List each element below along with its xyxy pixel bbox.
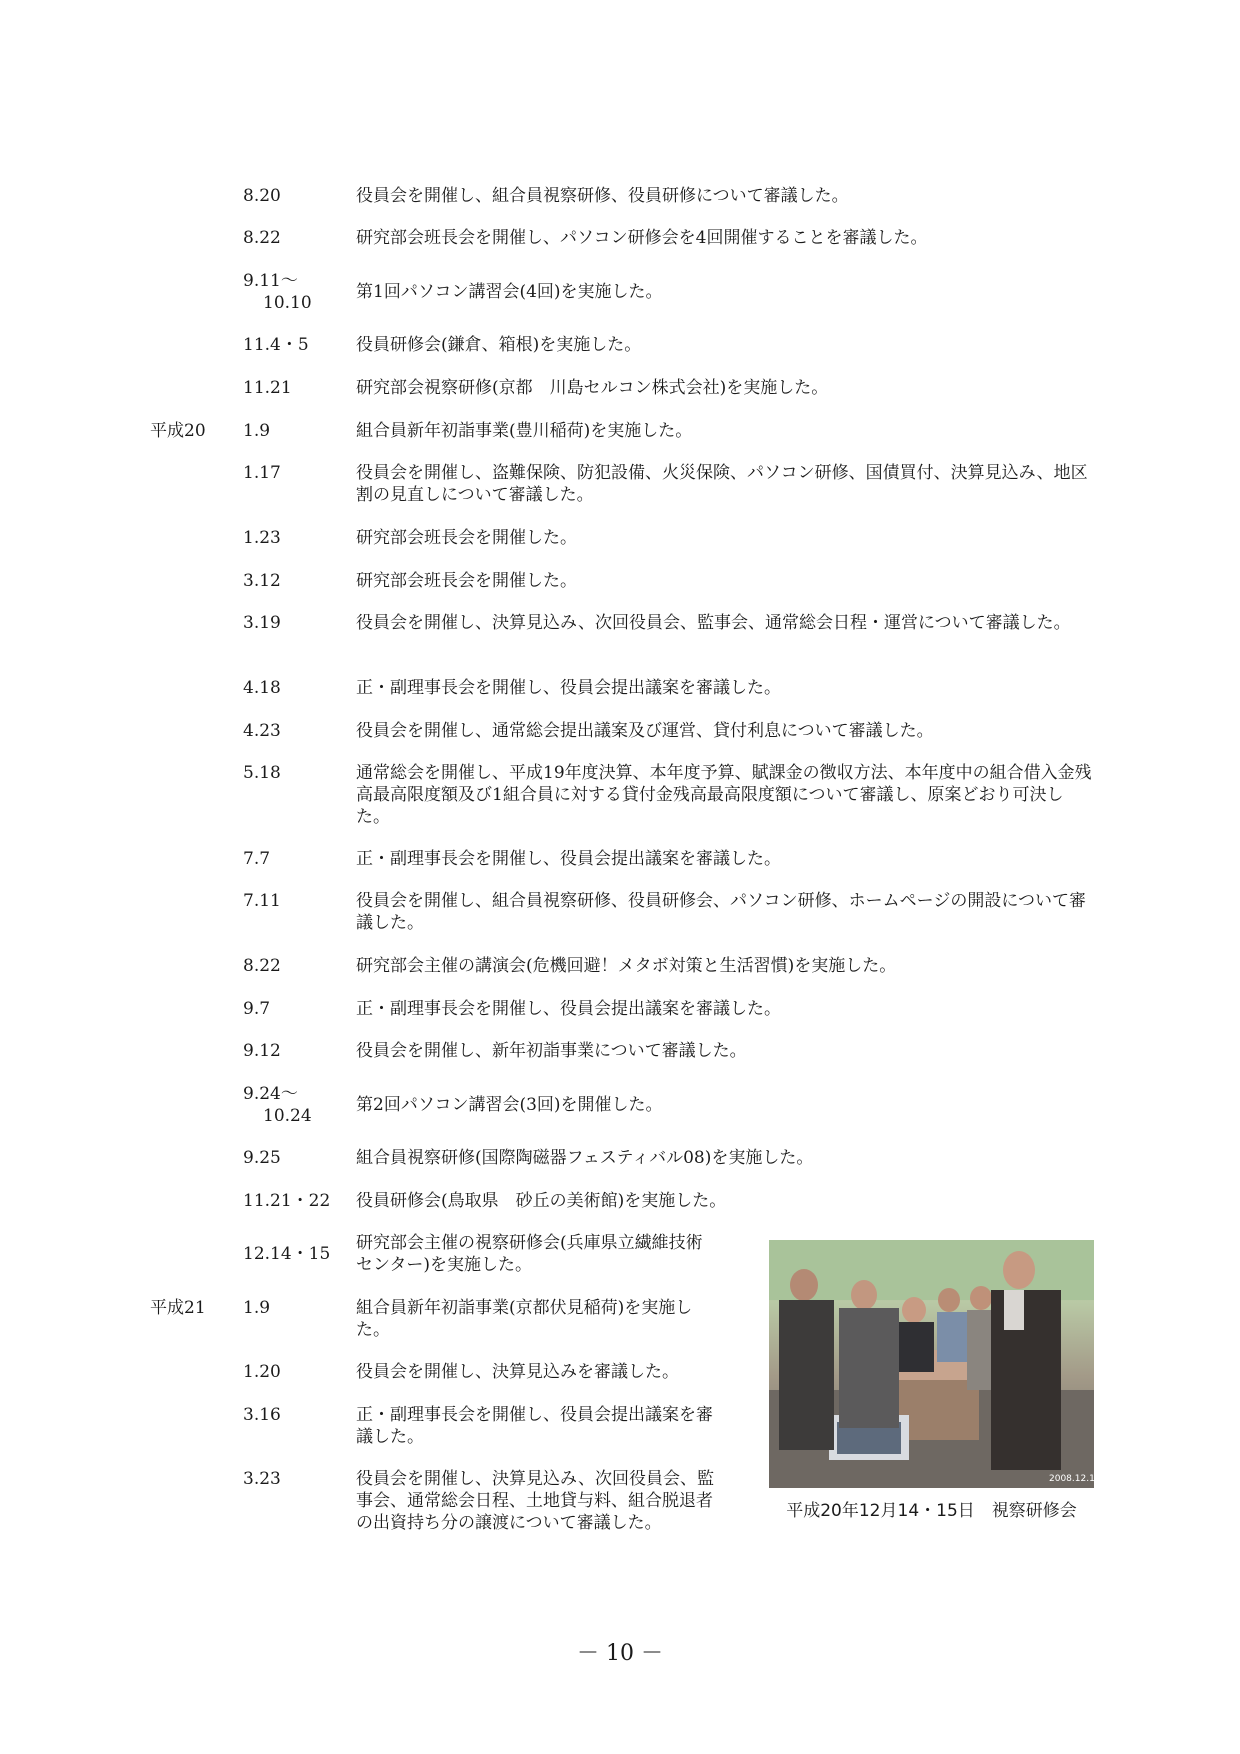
entry-date: 3.16 [243, 1405, 281, 1425]
entry-date: 1.9 [243, 1298, 271, 1318]
entry-date: 3.12 [243, 571, 281, 591]
entry-text: 組合員新年初詣事業(京都伏見稲荷)を実施した。 [356, 1298, 693, 1340]
entry-date: 9.12 [243, 1041, 281, 1061]
entry-text: 正・副理事長会を開催し、役員会提出議案を審議した。 [356, 849, 781, 869]
entry-date: 4.18 [243, 678, 281, 698]
entry-date: 11.4・5 [243, 335, 309, 355]
entry-text: 役員会を開催し、通常総会提出議案及び運営、貸付利息について審議した。 [356, 721, 934, 741]
entry-date: 3.23 [243, 1469, 281, 1489]
entry-text: 役員研修会(鳥取県 砂丘の美術館)を実施した。 [356, 1191, 727, 1211]
entry-date: 3.19 [243, 613, 281, 633]
entry-text: 正・副理事長会を開催し、役員会提出議案を審議した。 [356, 999, 781, 1019]
entry-text: 第1回パソコン講習会(4回)を実施した。 [356, 282, 663, 302]
photo-caption: 平成20年12月14・15日 視察研修会 [786, 1501, 1077, 1521]
page-number: － 10 － [577, 1641, 663, 1666]
entry-text: 役員会を開催し、決算見込み、次回役員会、監事会、通常総会日程、土地貸与料、組合脱退者の出資持ち分の譲渡について審議した。 [356, 1469, 715, 1533]
entry-date: 11.21 [243, 378, 292, 398]
entry-text: 役員会を開催し、組合員視察研修、役員研修について審議した。 [356, 186, 849, 206]
entry-date: 9.24〜 10.24 [243, 1084, 312, 1126]
entry-date: 7.11 [243, 891, 281, 911]
entry-date: 11.21・22 [243, 1191, 331, 1211]
entry-date: 8.22 [243, 956, 281, 976]
entry-text: 役員会を開催し、盗難保険、防犯設備、火災保険、パソコン研修、国債買付、決算見込み、地区割の見直しについて審議した。 [356, 463, 1088, 505]
entry-date: 9.11〜 10.10 [243, 271, 312, 313]
entry-text: 組合員新年初詣事業(豊川稲荷)を実施した。 [356, 421, 693, 441]
entry-text: 組合員視察研修(国際陶磁器フェスティバル08)を実施した。 [356, 1148, 814, 1168]
entry-text: 役員会を開催し、決算見込みを審議した。 [356, 1362, 679, 1382]
entry-text: 正・副理事長会を開催し、役員会提出議案を審議した。 [356, 678, 781, 698]
entry-text: 役員会を開催し、新年初詣事業について審議した。 [356, 1041, 747, 1061]
training-photo [769, 1240, 1101, 1488]
entry-text: 研究部会視察研修(京都 川島セルコン株式会社)を実施した。 [356, 378, 829, 398]
entry-text: 研究部会班長会を開催し、パソコン研修会を4回開催することを審議した。 [356, 228, 928, 248]
entry-text: 研究部会主催の講演会(危機回避！メタボ対策と生活習慣)を実施した。 [356, 956, 897, 976]
era-label: 平成21 [150, 1298, 206, 1318]
entry-text: 研究部会班長会を開催した。 [356, 528, 577, 548]
entry-date: 8.22 [243, 228, 281, 248]
entry-date: 7.7 [243, 849, 271, 869]
entry-text: 研究部会班長会を開催した。 [356, 571, 577, 591]
entry-text: 第2回パソコン講習会(3回)を開催した。 [356, 1095, 663, 1115]
entry-text: 役員研修会(鎌倉、箱根)を実施した。 [356, 335, 642, 355]
entry-date: 5.18 [243, 763, 281, 783]
entry-text: 役員会を開催し、決算見込み、次回役員会、監事会、通常総会日程・運営について審議した。 [356, 613, 1071, 633]
entry-text: 通常総会を開催し、平成19年度決算、本年度予算、賦課金の徴収方法、本年度中の組合借入金残高最高限度額及び1組合員に対する貸付金残高最高限度額について審議し、原案どおり可決した。 [356, 763, 1092, 827]
entry-date: 1.9 [243, 421, 271, 441]
entry-date: 1.20 [243, 1362, 281, 1382]
entry-text: 研究部会主催の視察研修会(兵庫県立繊維技術センター)を実施した。 [356, 1233, 703, 1275]
entry-date: 9.25 [243, 1148, 281, 1168]
entry-date: 8.20 [243, 186, 281, 206]
entry-date: 4.23 [243, 721, 281, 741]
era-label: 平成20 [150, 421, 206, 441]
entry-text: 役員会を開催し、組合員視察研修、役員研修会、パソコン研修、ホームページの開設について審議した。 [356, 891, 1086, 933]
entry-date: 12.14・15 [243, 1244, 331, 1264]
entry-date: 1.23 [243, 528, 281, 548]
photo-illustration [769, 1240, 1101, 1488]
entry-date: 1.17 [243, 463, 281, 483]
photo-date-stamp: 2008.12.15 [1049, 1474, 1101, 1484]
entry-date: 9.7 [243, 999, 271, 1019]
entry-text: 正・副理事長会を開催し、役員会提出議案を審議した。 [356, 1405, 713, 1447]
